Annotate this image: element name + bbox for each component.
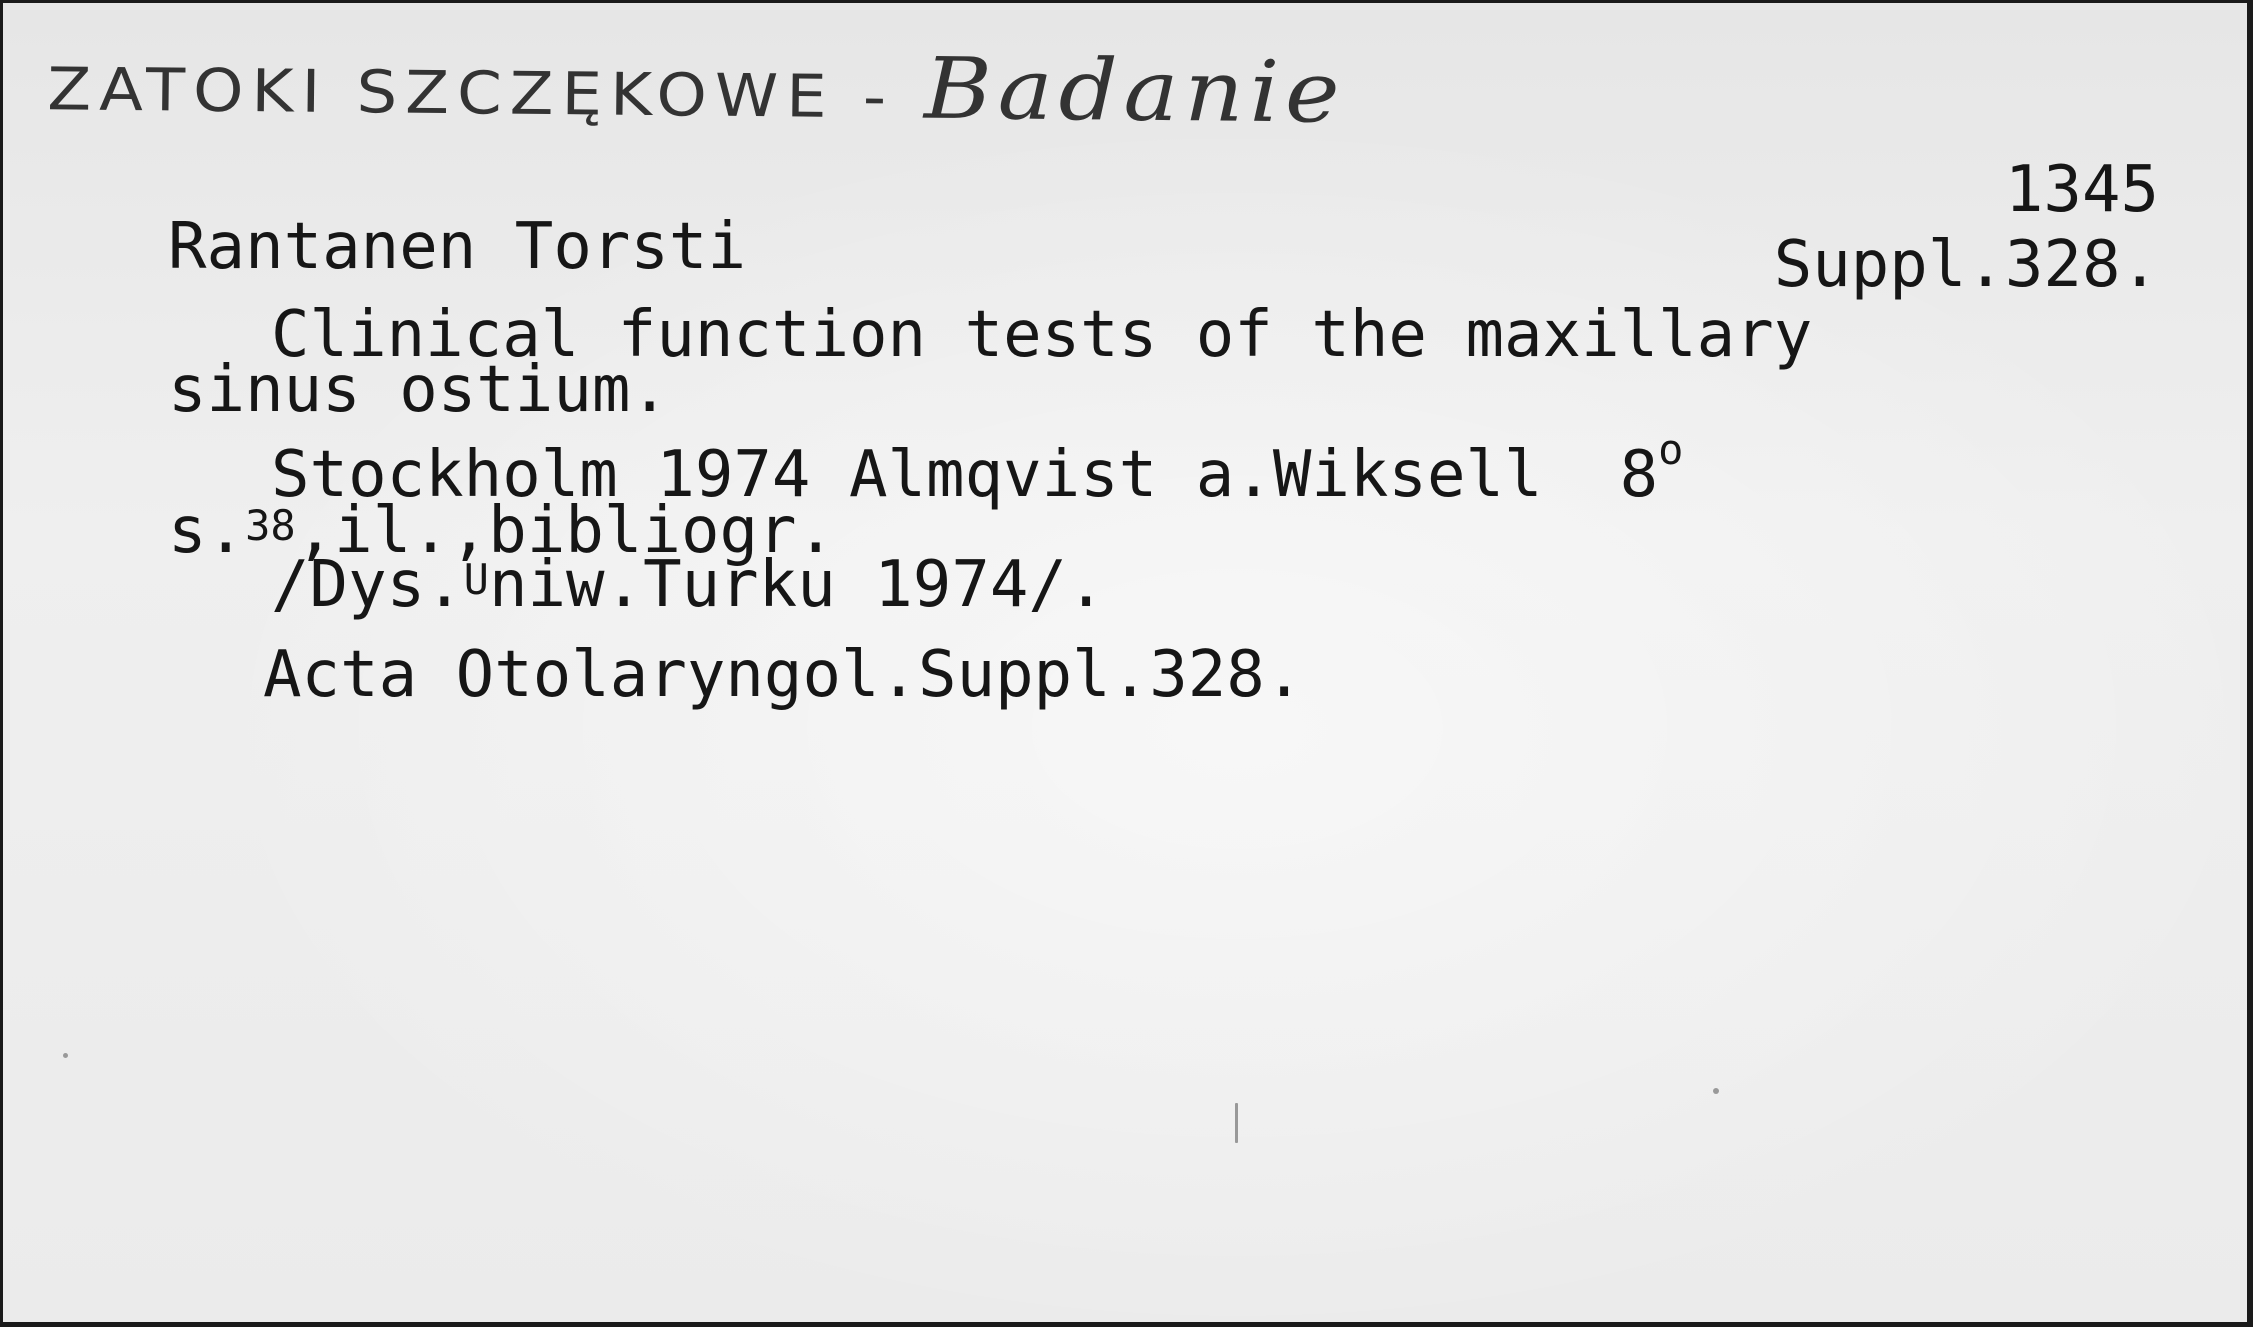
collation-rest: ,il.,bibliogr.: [295, 494, 836, 568]
title-line-2: sinus ostium.: [168, 353, 669, 427]
format: 8: [1619, 438, 1659, 512]
author: Rantanen Torsti: [168, 210, 746, 284]
collation-pages: 38: [245, 501, 296, 550]
subject-heading-script: Badanie: [923, 39, 1347, 142]
title-line-1: Clinical function tests of the maxillary: [271, 298, 1813, 372]
call-number-value: 1345: [2004, 153, 2159, 227]
dissertation-rest: niw.Turku 1974/.: [488, 548, 1106, 622]
dust-speck: [1713, 1088, 1719, 1094]
format-superscript: o: [1658, 425, 1684, 474]
call-number-series: Suppl.328.: [1773, 228, 2159, 302]
imprint: Stockholm 1974 Almqvist a.Wiksell: [271, 438, 1543, 512]
series-note: Acta Otolaryngol.Suppl.328.: [263, 638, 1304, 712]
dissertation-note: [271, 548, 1106, 622]
dissertation-prefix: /Dys.: [271, 548, 464, 622]
scratch-mark: [1235, 1103, 1238, 1143]
call-number: [1774, 153, 2159, 303]
dissertation-sup: U: [463, 555, 489, 604]
subject-heading: [47, 31, 1346, 142]
subject-heading-caps: ZATOKI SZCZĘKOWE -: [46, 55, 895, 133]
collation-prefix: s.: [168, 494, 246, 568]
dust-speck: [63, 1053, 68, 1058]
